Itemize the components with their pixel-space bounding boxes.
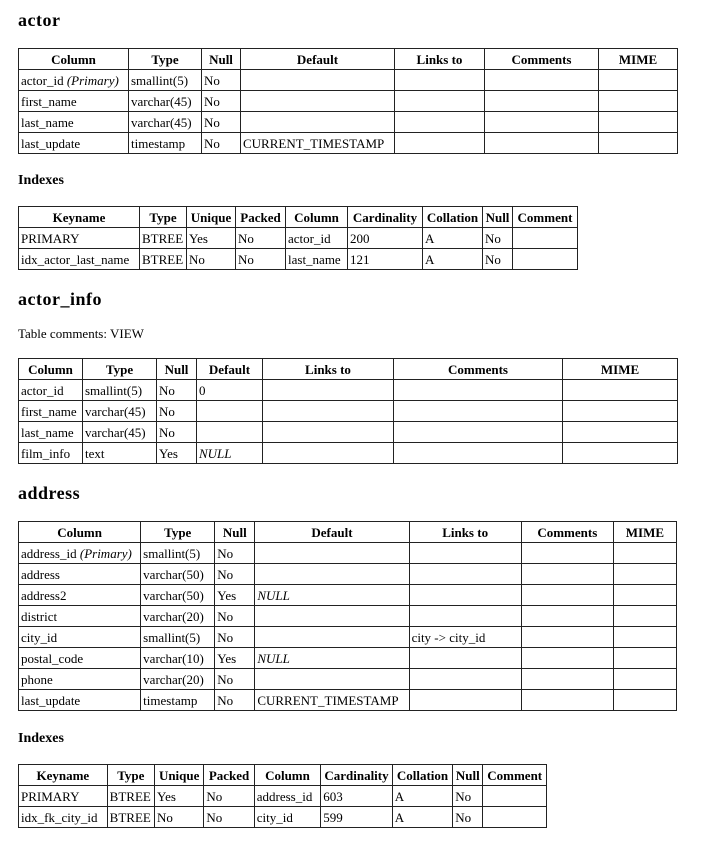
- header-row: [19, 49, 678, 70]
- index-cell: 200: [348, 228, 423, 249]
- default-cell: CURRENT_TIMESTAMP: [241, 133, 395, 154]
- index-cell: Yes: [187, 228, 236, 249]
- indexes-table-actor: [18, 206, 578, 270]
- type-cell: varchar(45): [83, 422, 157, 443]
- column-name: address: [21, 566, 60, 582]
- index-header: Unique: [187, 207, 236, 228]
- column-header: Default: [255, 522, 409, 543]
- index-cell: Yes: [155, 786, 204, 807]
- column-name-cell: [19, 422, 83, 443]
- comments-cell: [521, 543, 613, 564]
- table-row: [19, 690, 677, 711]
- mime-cell: [599, 70, 678, 91]
- type-cell: smallint(5): [83, 380, 157, 401]
- column-name-cell: [19, 606, 141, 627]
- comments-cell: [485, 133, 599, 154]
- index-cell: A: [423, 249, 483, 270]
- comments-cell: [521, 564, 613, 585]
- index-cell: PRIMARY: [19, 786, 108, 807]
- index-cell: [483, 786, 547, 807]
- column-name: phone: [21, 671, 53, 687]
- index-cell: [483, 807, 547, 828]
- table-row: [19, 669, 677, 690]
- table-row: [19, 564, 677, 585]
- links-cell: [395, 133, 485, 154]
- index-cell: BTREE: [140, 228, 187, 249]
- comments-cell: [394, 380, 563, 401]
- index-cell: No: [155, 807, 204, 828]
- index-cell: [513, 228, 578, 249]
- default-cell: [255, 627, 409, 648]
- primary-note: (Primary): [66, 72, 119, 88]
- default-cell: NULL: [255, 585, 409, 606]
- links-cell: [395, 70, 485, 91]
- index-header: Null: [483, 207, 513, 228]
- table-row: [19, 401, 678, 422]
- table-row: [19, 70, 678, 91]
- index-header: Packed: [236, 207, 286, 228]
- mime-cell: [613, 543, 676, 564]
- column-header: Links to: [395, 49, 485, 70]
- column-name: first_name: [21, 93, 77, 109]
- comments-cell: [394, 401, 563, 422]
- column-header: Links to: [263, 359, 394, 380]
- index-cell: actor_id: [286, 228, 348, 249]
- index-cell: No: [453, 786, 483, 807]
- column-name-cell: [19, 627, 141, 648]
- index-cell: BTREE: [107, 786, 154, 807]
- index-cell: 599: [321, 807, 393, 828]
- type-cell: varchar(50): [141, 585, 215, 606]
- column-header: MIME: [599, 49, 678, 70]
- column-name: city_id: [21, 629, 58, 645]
- column-header: Type: [129, 49, 202, 70]
- column-name: last_update: [21, 692, 81, 708]
- mime-cell: [599, 91, 678, 112]
- default-cell: [255, 606, 409, 627]
- null-cell: Yes: [157, 443, 197, 464]
- index-header: Collation: [423, 207, 483, 228]
- type-cell: varchar(20): [141, 606, 215, 627]
- column-header: Null: [202, 49, 241, 70]
- null-cell: No: [215, 564, 255, 585]
- column-name: film_info: [21, 445, 71, 461]
- column-header: MIME: [563, 359, 678, 380]
- column-header: Comments: [394, 359, 563, 380]
- column-name-cell: [19, 133, 129, 154]
- columns-table-actor-info: [18, 358, 678, 464]
- index-cell: 603: [321, 786, 393, 807]
- table-row: [19, 91, 678, 112]
- type-cell: varchar(45): [129, 91, 202, 112]
- index-row: [19, 249, 578, 270]
- index-header: Null: [453, 765, 483, 786]
- type-cell: varchar(45): [129, 112, 202, 133]
- mime-cell: [613, 648, 676, 669]
- default-cell: [255, 543, 409, 564]
- column-name-cell: [19, 543, 141, 564]
- column-name: actor_id: [21, 382, 64, 398]
- mime-cell: [563, 380, 678, 401]
- links-cell: [263, 422, 394, 443]
- index-header: Cardinality: [348, 207, 423, 228]
- index-row: [19, 786, 547, 807]
- type-cell: smallint(5): [141, 543, 215, 564]
- links-cell: [409, 543, 521, 564]
- table-row: [19, 112, 678, 133]
- index-cell: BTREE: [107, 807, 154, 828]
- column-header: Column: [19, 522, 141, 543]
- column-name-cell: [19, 585, 141, 606]
- index-header: Comment: [513, 207, 578, 228]
- comments-cell: [394, 422, 563, 443]
- table-row: [19, 443, 678, 464]
- column-name-cell: [19, 690, 141, 711]
- type-cell: varchar(50): [141, 564, 215, 585]
- mime-cell: [599, 133, 678, 154]
- comments-cell: [521, 627, 613, 648]
- index-cell: address_id: [254, 786, 321, 807]
- index-cell: A: [392, 807, 452, 828]
- comments-cell: [485, 70, 599, 91]
- index-header: Keyname: [19, 207, 140, 228]
- type-cell: varchar(45): [83, 401, 157, 422]
- columns-table-address: [18, 521, 677, 711]
- column-name: first_name: [21, 403, 77, 419]
- links-cell: [409, 690, 521, 711]
- table-title-address: address: [18, 483, 81, 503]
- index-cell: 121: [348, 249, 423, 270]
- default-cell: [241, 70, 395, 91]
- default-cell: [255, 564, 409, 585]
- index-header: Unique: [155, 765, 204, 786]
- column-name-cell: [19, 669, 141, 690]
- comments-cell: [521, 648, 613, 669]
- column-header: Null: [157, 359, 197, 380]
- default-cell: [197, 401, 263, 422]
- null-cell: No: [215, 543, 255, 564]
- null-cell: No: [215, 669, 255, 690]
- type-cell: smallint(5): [129, 70, 202, 91]
- default-cell: 0: [197, 380, 263, 401]
- mime-cell: [563, 401, 678, 422]
- indexes-title-address: Indexes: [18, 731, 64, 746]
- table-comments: Table comments: VIEW: [18, 326, 144, 341]
- column-header: Default: [197, 359, 263, 380]
- comments-cell: [521, 606, 613, 627]
- table-row: [19, 422, 678, 443]
- index-cell: No: [453, 807, 483, 828]
- null-cell: No: [202, 133, 241, 154]
- null-cell: No: [157, 422, 197, 443]
- header-row: [19, 207, 578, 228]
- comments-cell: [485, 91, 599, 112]
- table-row: [19, 133, 678, 154]
- links-cell: [409, 564, 521, 585]
- column-name-cell: [19, 648, 141, 669]
- links-cell: [395, 112, 485, 133]
- links-cell: [409, 606, 521, 627]
- links-cell: [263, 380, 394, 401]
- column-name-cell: [19, 112, 129, 133]
- index-header: Collation: [392, 765, 452, 786]
- null-cell: No: [202, 112, 241, 133]
- column-name-cell: [19, 443, 83, 464]
- column-name-cell: [19, 564, 141, 585]
- default-cell: NULL: [255, 648, 409, 669]
- mime-cell: [613, 669, 676, 690]
- index-cell: city_id: [254, 807, 321, 828]
- column-header: Default: [241, 49, 395, 70]
- table-row: [19, 380, 678, 401]
- column-name: district: [21, 608, 58, 624]
- indexes-table-address: [18, 764, 547, 828]
- column-name: last_update: [21, 135, 81, 151]
- column-header: Type: [83, 359, 157, 380]
- column-name-cell: [19, 380, 83, 401]
- mime-cell: [613, 690, 676, 711]
- column-header: Comments: [521, 522, 613, 543]
- index-cell: No: [204, 786, 254, 807]
- header-row: [19, 522, 677, 543]
- null-cell: No: [157, 380, 197, 401]
- table-row: [19, 648, 677, 669]
- null-cell: No: [202, 91, 241, 112]
- comments-cell: [521, 690, 613, 711]
- type-cell: varchar(20): [141, 669, 215, 690]
- column-header: MIME: [613, 522, 676, 543]
- index-header: Column: [286, 207, 348, 228]
- column-name: postal_code: [21, 650, 84, 666]
- table-row: [19, 543, 677, 564]
- index-cell: PRIMARY: [19, 228, 140, 249]
- index-cell: last_name: [286, 249, 348, 270]
- links-cell: [263, 401, 394, 422]
- null-cell: No: [157, 401, 197, 422]
- default-cell: [255, 669, 409, 690]
- index-cell: [513, 249, 578, 270]
- mime-cell: [613, 627, 676, 648]
- null-cell: No: [215, 690, 255, 711]
- type-cell: smallint(5): [141, 627, 215, 648]
- index-header: Cardinality: [321, 765, 393, 786]
- null-cell: Yes: [215, 648, 255, 669]
- type-cell: timestamp: [129, 133, 202, 154]
- header-row: [19, 359, 678, 380]
- default-cell: CURRENT_TIMESTAMP: [255, 690, 409, 711]
- links-cell: [409, 585, 521, 606]
- index-cell: No: [187, 249, 236, 270]
- null-cell: No: [202, 70, 241, 91]
- column-name: last_name: [21, 424, 74, 440]
- comments-cell: [521, 669, 613, 690]
- table-title-actor: actor: [18, 10, 61, 30]
- default-cell: NULL: [197, 443, 263, 464]
- mime-cell: [599, 112, 678, 133]
- links-cell: [409, 648, 521, 669]
- links-cell: [395, 91, 485, 112]
- columns-table-actor: [18, 48, 678, 154]
- links-cell: city -> city_id: [409, 627, 521, 648]
- column-name: address_id: [21, 545, 77, 561]
- column-header: Links to: [409, 522, 521, 543]
- index-row: [19, 228, 578, 249]
- index-header: Type: [140, 207, 187, 228]
- index-cell: No: [236, 249, 286, 270]
- links-cell: [263, 443, 394, 464]
- column-name-cell: [19, 401, 83, 422]
- mime-cell: [613, 606, 676, 627]
- column-header: Comments: [485, 49, 599, 70]
- mime-cell: [613, 564, 676, 585]
- indexes-title-actor: Indexes: [18, 173, 64, 188]
- column-header: Column: [19, 49, 129, 70]
- default-cell: [241, 112, 395, 133]
- index-header: Type: [107, 765, 154, 786]
- index-cell: No: [483, 228, 513, 249]
- index-header: Comment: [483, 765, 547, 786]
- column-header: Type: [141, 522, 215, 543]
- column-name-cell: [19, 70, 129, 91]
- mime-cell: [563, 443, 678, 464]
- column-name: last_name: [21, 114, 74, 130]
- type-cell: text: [83, 443, 157, 464]
- type-cell: timestamp: [141, 690, 215, 711]
- column-name: address2: [21, 587, 67, 603]
- index-cell: No: [236, 228, 286, 249]
- index-header: Column: [254, 765, 321, 786]
- index-cell: No: [483, 249, 513, 270]
- column-name-cell: [19, 91, 129, 112]
- index-cell: BTREE: [140, 249, 187, 270]
- index-header: Keyname: [19, 765, 108, 786]
- table-row: [19, 606, 677, 627]
- table-title-actor-info: actor_info: [18, 289, 102, 309]
- index-cell: A: [392, 786, 452, 807]
- table-row: [19, 627, 677, 648]
- null-cell: No: [215, 606, 255, 627]
- null-cell: No: [215, 627, 255, 648]
- comments-cell: [485, 112, 599, 133]
- index-cell: idx_actor_last_name: [19, 249, 140, 270]
- column-header: Null: [215, 522, 255, 543]
- index-cell: idx_fk_city_id: [19, 807, 108, 828]
- primary-note: (Primary): [79, 545, 132, 561]
- table-row: [19, 585, 677, 606]
- column-name: actor_id: [21, 72, 64, 88]
- index-header: Packed: [204, 765, 254, 786]
- mime-cell: [563, 422, 678, 443]
- mime-cell: [613, 585, 676, 606]
- index-cell: A: [423, 228, 483, 249]
- index-cell: No: [204, 807, 254, 828]
- type-cell: varchar(10): [141, 648, 215, 669]
- default-cell: [241, 91, 395, 112]
- comments-cell: [521, 585, 613, 606]
- column-header: Column: [19, 359, 83, 380]
- null-cell: Yes: [215, 585, 255, 606]
- comments-cell: [394, 443, 563, 464]
- header-row: [19, 765, 547, 786]
- index-row: [19, 807, 547, 828]
- default-cell: [197, 422, 263, 443]
- links-cell: [409, 669, 521, 690]
